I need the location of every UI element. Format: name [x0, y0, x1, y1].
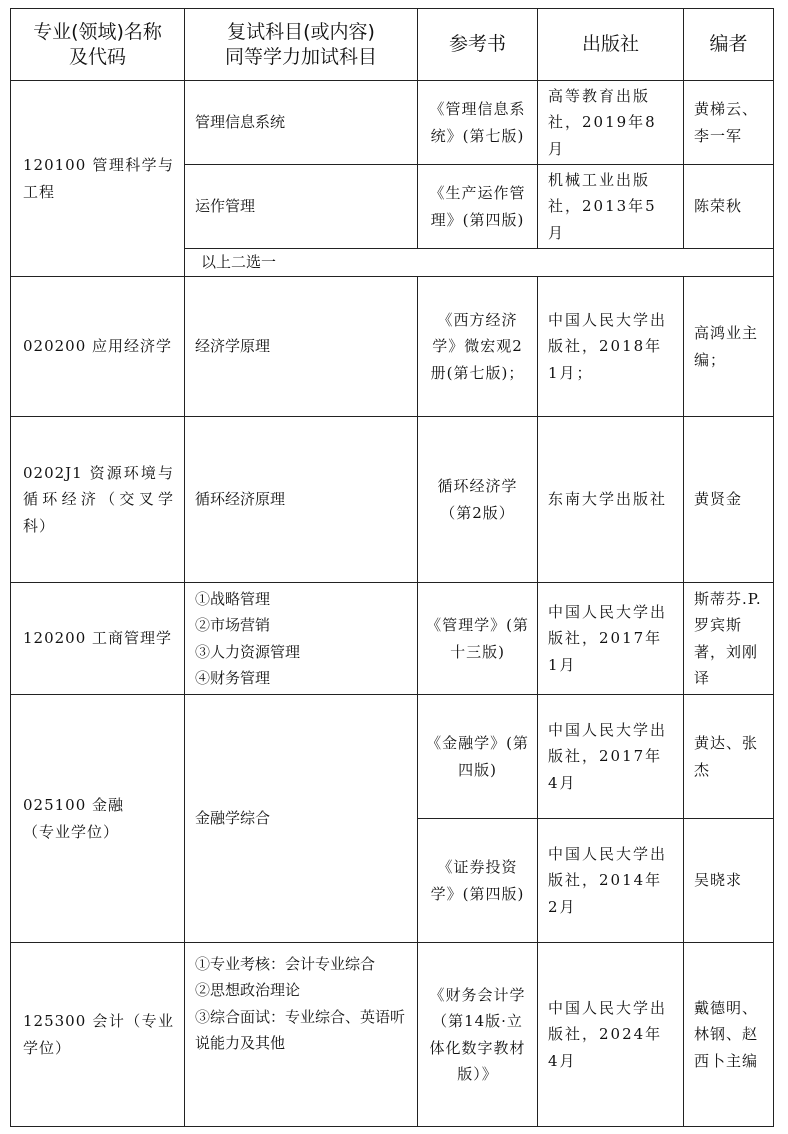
- header-major: [11, 9, 185, 81]
- course-table-page: [10, 8, 774, 1126]
- header-publisher: 出版社: [538, 9, 684, 81]
- header-subject: [185, 9, 418, 81]
- subject-list: [185, 943, 418, 1127]
- major-name: 125300 会计（专业学位）: [11, 943, 185, 1127]
- major-name: 0202J1 资源环境与循环经济（交叉学科）: [11, 417, 185, 583]
- publisher: 中国人民大学出版社，2024年4月: [538, 943, 684, 1127]
- author: 吴晓求: [684, 819, 774, 943]
- header-major-line2: 及代码: [68, 45, 126, 68]
- header-subject-line1: 复试科目(或内容): [227, 20, 375, 43]
- subject-item: ①战略管理: [195, 590, 271, 608]
- table-row: [11, 695, 774, 819]
- author: 斯蒂芬.P. 罗宾斯著，刘刚译: [684, 583, 774, 695]
- major-name: 120100 管理科学与工程: [11, 81, 185, 277]
- author: 黄贤金: [684, 417, 774, 583]
- header-row: [11, 9, 774, 81]
- subject-name: 经济学原理: [185, 277, 418, 417]
- subject-item: ②思想政治理论: [195, 981, 301, 1000]
- header-subject-line2: 同等学力加试科目: [224, 45, 377, 68]
- subject-name: 管理信息系统: [185, 81, 418, 165]
- major-name: 020200 应用经济学: [11, 277, 185, 417]
- reference-book: 《西方经济学》微宏观2册(第七版)；: [418, 277, 538, 417]
- subject-item: ②市场营销: [195, 616, 271, 635]
- major-name-line2: （专业学位）: [23, 822, 120, 841]
- reference-book: 《管理学》(第十三版): [418, 583, 538, 695]
- author: 戴德明、林钢、赵西卜主编: [684, 943, 774, 1127]
- subject-item: ①专业考核：会计专业综合: [195, 955, 376, 973]
- subject-name: 循环经济原理: [185, 417, 418, 583]
- subject-item: ③综合面试：专业综合、英语听说能力及其他: [195, 1007, 406, 1052]
- major-name: [11, 695, 185, 943]
- publisher: 机械工业出版社，2013年5月: [538, 165, 684, 249]
- subject-item: ③人力资源管理: [195, 642, 301, 661]
- reexam-subjects-table: [10, 8, 774, 1127]
- publisher: 中国人民大学出版社，2018年1月；: [538, 277, 684, 417]
- table-row: [11, 277, 774, 417]
- publisher: 中国人民大学出版社，2017年4月: [538, 695, 684, 819]
- table-row: [11, 943, 774, 1127]
- publisher: 高等教育出版社，2019年8月: [538, 81, 684, 165]
- reference-book: 《证券投资学》(第四版): [418, 819, 538, 943]
- table-row: [11, 81, 774, 165]
- reference-book: 《财务会计学（第14版·立体化数字教材版）》: [418, 943, 538, 1127]
- subject-item: ④财务管理: [195, 668, 271, 687]
- subject-name: 运作管理: [185, 165, 418, 249]
- table-row: [11, 583, 774, 695]
- header-major-line1: 专业(领域)名称: [33, 20, 162, 43]
- publisher: 中国人民大学出版社，2014年2月: [538, 819, 684, 943]
- subject-list: [185, 583, 418, 695]
- major-name: 120200 工商管理学: [11, 583, 185, 695]
- reference-book: 《金融学》(第四版): [418, 695, 538, 819]
- author: 陈荣秋: [684, 165, 774, 249]
- subject-name: 金融学综合: [185, 695, 418, 943]
- choice-note: 以上二选一: [185, 249, 774, 277]
- publisher: 中国人民大学出版社，2017年1月: [538, 583, 684, 695]
- header-book: 参考书: [418, 9, 538, 81]
- reference-book: 《生产运作管理》(第四版): [418, 165, 538, 249]
- header-author: 编者: [684, 9, 774, 81]
- reference-book: 《管理信息系统》(第七版): [418, 81, 538, 165]
- reference-book: 循环经济学（第2版）: [418, 417, 538, 583]
- author: 高鸿业主编；: [684, 277, 774, 417]
- publisher: 东南大学出版社: [538, 417, 684, 583]
- author: 黄梯云、李一军: [684, 81, 774, 165]
- table-row: [11, 417, 774, 583]
- major-name-line1: 025100 金融: [23, 796, 125, 815]
- author: 黄达、张杰: [684, 695, 774, 819]
